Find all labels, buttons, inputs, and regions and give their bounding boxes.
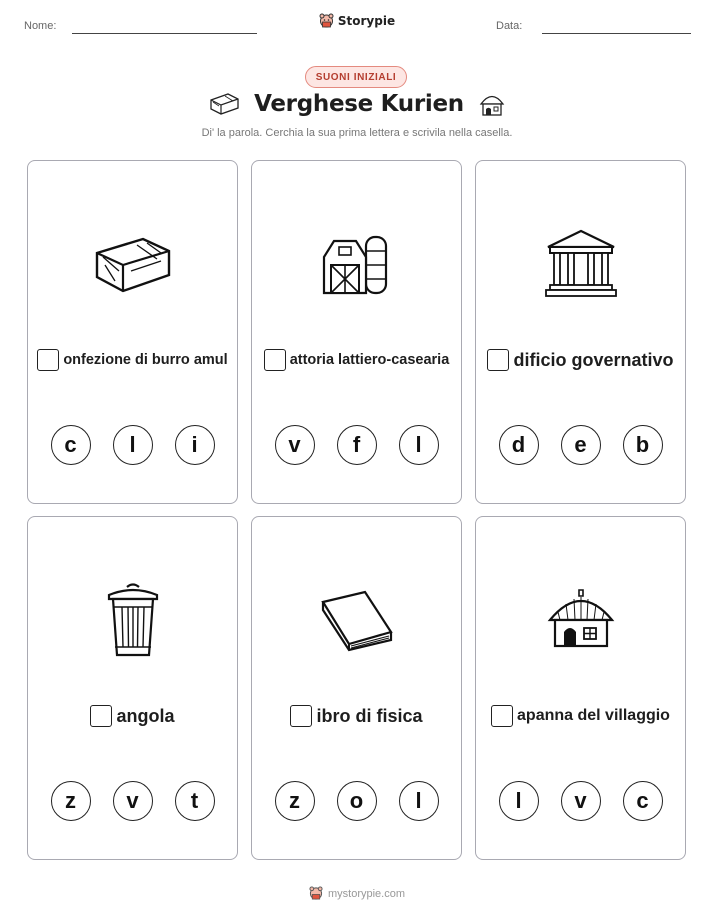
answer-box[interactable]	[491, 705, 513, 727]
footer	[0, 886, 714, 901]
word-fragment: angola	[116, 705, 175, 726]
category-badge: SUONI INIZIALI	[305, 66, 407, 88]
answer-box[interactable]	[487, 349, 509, 371]
word-row	[252, 349, 461, 371]
card-picture	[476, 575, 685, 665]
title-row	[0, 90, 714, 118]
book-icon	[319, 588, 395, 652]
letter-options	[252, 425, 461, 465]
word-fragment: apanna del villaggio	[517, 707, 670, 724]
answer-box[interactable]	[90, 705, 112, 727]
instructions: Di' la parola. Cerchia la sua prima lettera e scrivila nella casella.	[201, 127, 513, 139]
letter-option[interactable]: z	[51, 781, 91, 821]
letter-option[interactable]: v	[113, 781, 153, 821]
word-row	[28, 705, 237, 727]
word-fragment: onfezione di burro amul	[63, 352, 228, 368]
barn-icon	[322, 231, 392, 297]
word-fragment: ibro di fisica	[316, 705, 423, 726]
butter-icon	[91, 231, 175, 297]
letter-option[interactable]: l	[113, 425, 153, 465]
name-label: Nome:	[24, 20, 57, 32]
card-picture	[28, 219, 237, 309]
brand-name: Storypie	[337, 14, 396, 28]
word-row	[476, 349, 685, 371]
letter-option[interactable]: d	[499, 425, 539, 465]
card-barn	[251, 160, 462, 504]
letter-option[interactable]: e	[561, 425, 601, 465]
card-picture	[28, 575, 237, 665]
card-government-building	[475, 160, 686, 504]
card-trash-can	[27, 516, 238, 860]
card-picture	[252, 575, 461, 665]
letter-option[interactable]: v	[561, 781, 601, 821]
trash-can-icon	[105, 581, 161, 659]
letter-option[interactable]: o	[337, 781, 377, 821]
card-picture	[252, 219, 461, 309]
storypie-mascot-icon	[309, 886, 323, 901]
letter-option[interactable]: l	[499, 781, 539, 821]
letter-option[interactable]: f	[337, 425, 377, 465]
letter-option[interactable]: l	[399, 781, 439, 821]
card-picture	[476, 219, 685, 309]
letter-option[interactable]: i	[175, 425, 215, 465]
date-label: Data:	[496, 20, 523, 32]
hut-icon	[546, 588, 616, 652]
letter-options	[252, 781, 461, 821]
answer-box[interactable]	[264, 349, 286, 371]
brand-logo	[0, 13, 714, 29]
letter-options	[28, 781, 237, 821]
butter-icon	[208, 91, 240, 117]
word-fragment: attoria lattiero-casearia	[289, 352, 450, 368]
storypie-mascot-icon	[319, 13, 334, 29]
word-row	[476, 705, 685, 727]
word-row	[252, 705, 461, 727]
footer-url[interactable]: mystorypie.com	[327, 887, 406, 900]
letter-option[interactable]: c	[623, 781, 663, 821]
date-field[interactable]	[542, 33, 691, 34]
letter-option[interactable]: l	[399, 425, 439, 465]
government-building-icon	[544, 227, 618, 301]
letter-options	[476, 425, 685, 465]
name-field[interactable]	[72, 33, 257, 34]
card-hut	[475, 516, 686, 860]
letter-option[interactable]: b	[623, 425, 663, 465]
letter-options	[28, 425, 237, 465]
card-butter	[27, 160, 238, 504]
letter-option[interactable]: c	[51, 425, 91, 465]
page-title: Verghese Kurien	[254, 91, 464, 117]
word-fragment: dificio governativo	[513, 349, 674, 370]
letter-option[interactable]: t	[175, 781, 215, 821]
letter-option[interactable]: v	[275, 425, 315, 465]
answer-box[interactable]	[290, 705, 312, 727]
letter-options	[476, 781, 685, 821]
hut-icon	[478, 90, 506, 118]
answer-box[interactable]	[37, 349, 59, 371]
letter-option[interactable]: z	[275, 781, 315, 821]
word-row	[28, 349, 237, 371]
card-book	[251, 516, 462, 860]
